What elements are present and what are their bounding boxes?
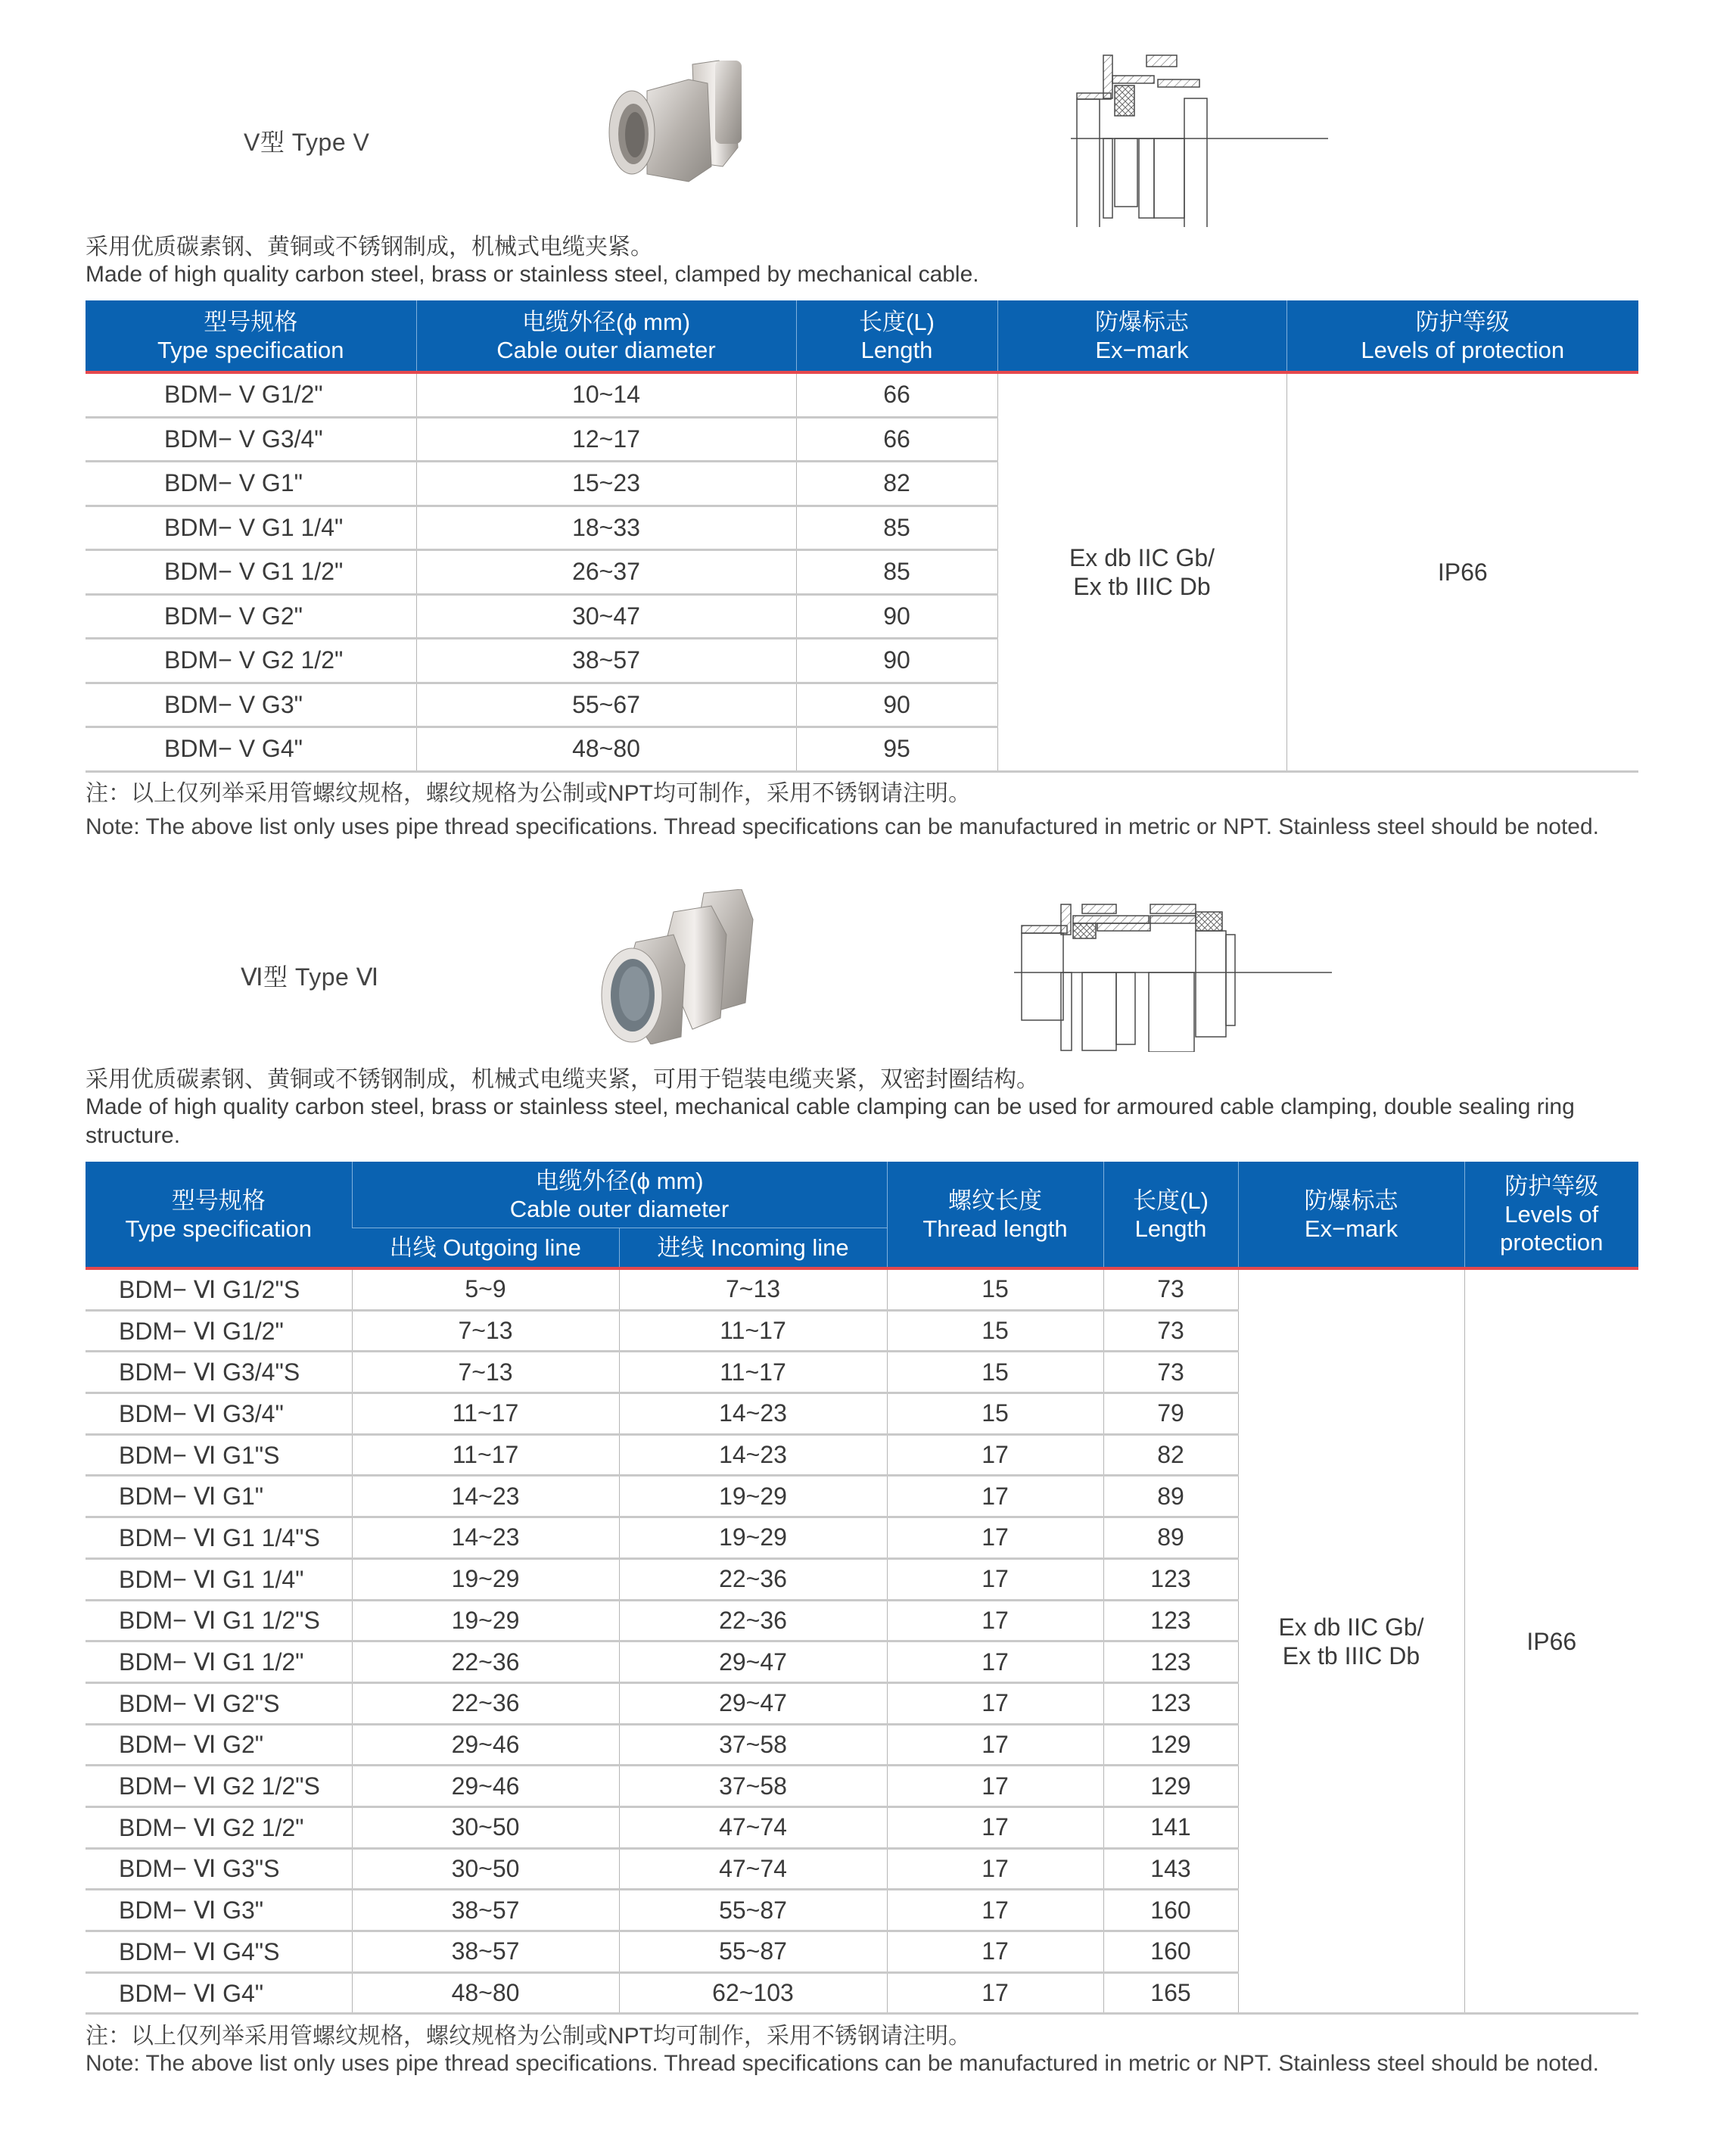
header-thread-length — [887, 1162, 1103, 1268]
type-v-description-en: Made of high quality carbon steel, brass or stainless steel, clamped by mechanical cable. — [86, 262, 979, 287]
header-en: Length — [1134, 1215, 1207, 1242]
cell-model: BDM− Ⅵ G1/2"S — [86, 1268, 352, 1310]
cell-model: BDM− Ⅵ G3" — [86, 1890, 352, 1931]
cell-diameter: 55~67 — [416, 683, 796, 727]
cell-diameter: 30~47 — [416, 594, 796, 639]
header-en: Cable outer diameter — [509, 1195, 730, 1222]
cell-model: BDM− V G3/4" — [86, 417, 416, 462]
cell-thread-length: 17 — [887, 1931, 1103, 1973]
cell-diameter: 38~57 — [416, 639, 796, 683]
header-en: protection — [1500, 1229, 1604, 1256]
cell-outgoing: 38~57 — [352, 1890, 619, 1931]
cell-model: BDM− V G1" — [86, 462, 416, 506]
cell-model: BDM− V G4" — [86, 727, 416, 772]
cell-outgoing: 5~9 — [352, 1268, 619, 1310]
type-v-cross-section-drawing — [1071, 53, 1328, 227]
cell-thread-length: 15 — [887, 1268, 1103, 1310]
header-en: Ex−mark — [1304, 1215, 1398, 1242]
header-cn: 电缆外径(ϕ mm) — [521, 308, 691, 335]
ex-mark-line2: Ex tb IIIC Db — [1282, 1641, 1420, 1669]
cell-model: BDM− Ⅵ G1"S — [86, 1434, 352, 1476]
ex-mark-line1: Ex db IIC Gb/ — [1278, 1613, 1424, 1641]
cell-incoming: 29~47 — [619, 1641, 887, 1683]
cell-incoming: 22~36 — [619, 1600, 887, 1641]
header-levels-of-protection — [1286, 300, 1638, 372]
cell-length: 89 — [1103, 1476, 1238, 1517]
cell-length: 90 — [796, 683, 997, 727]
cell-thread-length: 17 — [887, 1558, 1103, 1600]
type-vi-note-cn: 注：以上仅列举采用管螺纹规格，螺纹规格为公制或NPT均可制作，采用不锈钢请注明。 — [86, 2024, 971, 2049]
cell-outgoing: 22~36 — [352, 1682, 619, 1724]
cell-model: BDM− Ⅵ G3"S — [86, 1848, 352, 1890]
cell-length: 90 — [796, 594, 997, 639]
cell-model: BDM− V G2" — [86, 594, 416, 639]
cell-length: 85 — [796, 506, 997, 550]
cell-length: 90 — [796, 639, 997, 683]
cell-length: 73 — [1103, 1352, 1238, 1393]
cell-outgoing: 30~50 — [352, 1848, 619, 1890]
cell-model: BDM− V G3" — [86, 683, 416, 727]
cell-thread-length: 17 — [887, 1682, 1103, 1724]
cell-outgoing: 19~29 — [352, 1558, 619, 1600]
header-ex-mark — [997, 300, 1286, 372]
type-v-note-en: Note: The above list only uses pipe thread specifications. Thread specifications can be manufactured in metric or NPT. Stainless steel should be noted. — [86, 814, 1599, 839]
cell-thread-length: 17 — [887, 1434, 1103, 1476]
header-en: Length — [860, 336, 933, 363]
cell-model: BDM− V G1 1/2" — [86, 550, 416, 595]
cell-length: 82 — [796, 462, 997, 506]
cell-thread-length: 17 — [887, 1476, 1103, 1517]
cell-protection: IP66 — [1464, 1268, 1638, 2014]
type-vi-note-en: Note: The above list only uses pipe thread specifications. Thread specifications can be manufactured in metric or NPT. Stainless steel should be noted. — [86, 2051, 1599, 2076]
cell-thread-length: 17 — [887, 1848, 1103, 1890]
header-levels-of-protection — [1464, 1162, 1638, 1268]
header-cn: 型号规格 — [171, 1187, 266, 1214]
type-v-description-cn: 采用优质碳素钢、黄铜或不锈钢制成，机械式电缆夹紧。 — [86, 235, 653, 260]
cell-incoming: 14~23 — [619, 1434, 887, 1476]
cell-model: BDM− Ⅵ G1/2" — [86, 1310, 352, 1352]
header-length — [1103, 1162, 1238, 1268]
cell-outgoing: 7~13 — [352, 1352, 619, 1393]
type-vi-cross-section-drawing — [1014, 901, 1332, 1052]
cell-diameter: 12~17 — [416, 417, 796, 462]
cell-length: 66 — [796, 417, 997, 462]
cell-model: BDM− Ⅵ G2" — [86, 1724, 352, 1766]
cell-outgoing: 14~23 — [352, 1517, 619, 1559]
table-row — [86, 1268, 1638, 1310]
cell-model: BDM− Ⅵ G2"S — [86, 1682, 352, 1724]
cell-thread-length: 17 — [887, 1724, 1103, 1766]
header-cn: 长度(L) — [1133, 1187, 1209, 1214]
cell-outgoing: 7~13 — [352, 1310, 619, 1352]
cell-outgoing: 30~50 — [352, 1806, 619, 1848]
header-type-specification — [86, 300, 416, 372]
cell-thread-length: 17 — [887, 1517, 1103, 1559]
header-en: Cable outer diameter — [496, 336, 716, 363]
header-cable-outer-diameter — [416, 300, 796, 372]
cell-incoming: 37~58 — [619, 1724, 887, 1766]
cell-diameter: 15~23 — [416, 462, 796, 506]
cable-gland-type-v-photo — [602, 34, 753, 193]
type-v-label: V型 Type V — [244, 129, 370, 156]
cell-length: 82 — [1103, 1434, 1238, 1476]
cell-diameter: 18~33 — [416, 506, 796, 550]
header-en: Thread length — [922, 1215, 1068, 1242]
header-ex-mark — [1238, 1162, 1464, 1268]
cell-ex-mark — [1238, 1268, 1464, 2014]
cell-model: BDM− V G2 1/2" — [86, 639, 416, 683]
header-cn: 长度(L) — [859, 308, 935, 335]
cell-model: BDM− Ⅵ G1 1/4"S — [86, 1517, 352, 1559]
cell-thread-length: 15 — [887, 1393, 1103, 1435]
cell-incoming: 37~58 — [619, 1766, 887, 1807]
header-cn: 防爆标志 — [1304, 1187, 1398, 1214]
cell-length: 141 — [1103, 1806, 1238, 1848]
cable-gland-type-vi-photo — [590, 889, 772, 1044]
cell-length: 123 — [1103, 1558, 1238, 1600]
cell-incoming: 62~103 — [619, 1972, 887, 2014]
cell-diameter: 48~80 — [416, 727, 796, 772]
header-type-specification — [86, 1162, 352, 1268]
header-cn: 防护等级 — [1504, 1173, 1599, 1200]
cell-diameter: 26~37 — [416, 550, 796, 595]
cell-incoming: 7~13 — [619, 1268, 887, 1310]
type-v-spec-table — [86, 300, 1638, 773]
cell-protection: IP66 — [1286, 372, 1638, 771]
cell-incoming: 19~29 — [619, 1517, 887, 1559]
cell-incoming: 55~87 — [619, 1931, 887, 1973]
cell-outgoing: 48~80 — [352, 1972, 619, 2014]
cell-incoming: 14~23 — [619, 1393, 887, 1435]
cell-model: BDM− Ⅵ G2 1/2" — [86, 1806, 352, 1848]
cell-outgoing: 14~23 — [352, 1476, 619, 1517]
cell-incoming: 55~87 — [619, 1890, 887, 1931]
cell-outgoing: 19~29 — [352, 1600, 619, 1641]
cell-length: 129 — [1103, 1724, 1238, 1766]
cell-length: 73 — [1103, 1268, 1238, 1310]
cell-thread-length: 17 — [887, 1600, 1103, 1641]
cell-length: 85 — [796, 550, 997, 595]
cell-length: 73 — [1103, 1310, 1238, 1352]
cell-outgoing: 29~46 — [352, 1766, 619, 1807]
cell-model: BDM− Ⅵ G1 1/2"S — [86, 1600, 352, 1641]
header-outgoing-line: 出线 Outgoing line — [352, 1228, 619, 1268]
header-cn: 电缆外径(ϕ mm) — [535, 1167, 704, 1194]
header-en: Type specification — [125, 1215, 312, 1242]
ex-mark-line2: Ex tb IIIC Db — [1073, 572, 1211, 600]
cell-incoming: 47~74 — [619, 1848, 887, 1890]
cell-thread-length: 17 — [887, 1766, 1103, 1807]
cell-length: 123 — [1103, 1682, 1238, 1724]
cell-incoming: 11~17 — [619, 1310, 887, 1352]
type-v-note-cn: 注：以上仅列举采用管螺纹规格，螺纹规格为公制或NPT均可制作，采用不锈钢请注明。 — [86, 781, 971, 806]
cell-model: BDM− Ⅵ G1 1/2" — [86, 1641, 352, 1683]
table-row — [86, 372, 1638, 417]
cell-ex-mark — [997, 372, 1286, 771]
cell-length: 123 — [1103, 1600, 1238, 1641]
cell-length: 129 — [1103, 1766, 1238, 1807]
cell-incoming: 29~47 — [619, 1682, 887, 1724]
header-cn: 型号规格 — [204, 308, 298, 335]
cell-length: 160 — [1103, 1890, 1238, 1931]
cell-model: BDM− Ⅵ G2 1/2"S — [86, 1766, 352, 1807]
cell-outgoing: 22~36 — [352, 1641, 619, 1683]
cell-model: BDM− V G1 1/4" — [86, 506, 416, 550]
cell-model: BDM− Ⅵ G4" — [86, 1972, 352, 2014]
cell-thread-length: 17 — [887, 1641, 1103, 1683]
header-length — [796, 300, 997, 372]
header-en: Levels of protection — [1361, 336, 1565, 363]
header-incoming-line: 进线 Incoming line — [619, 1228, 887, 1268]
cell-length: 123 — [1103, 1641, 1238, 1683]
header-en: Ex−mark — [1095, 336, 1189, 363]
header-cn: 防爆标志 — [1095, 308, 1189, 335]
cell-incoming: 19~29 — [619, 1476, 887, 1517]
cell-thread-length: 15 — [887, 1352, 1103, 1393]
cell-length: 160 — [1103, 1931, 1238, 1973]
cell-outgoing: 11~17 — [352, 1434, 619, 1476]
cell-model: BDM− Ⅵ G1 1/4" — [86, 1558, 352, 1600]
type-vi-description-cn: 采用优质碳素钢、黄铜或不锈钢制成，机械式电缆夹紧，可用于铠装电缆夹紧，双密封圈结构。 — [86, 1067, 1039, 1092]
cell-thread-length: 17 — [887, 1972, 1103, 2014]
cell-model: BDM− Ⅵ G1" — [86, 1476, 352, 1517]
cell-thread-length: 17 — [887, 1890, 1103, 1931]
cell-thread-length: 15 — [887, 1310, 1103, 1352]
header-en: Levels of — [1504, 1201, 1599, 1228]
cell-length: 165 — [1103, 1972, 1238, 2014]
header-cable-outer-diameter — [352, 1162, 887, 1228]
cell-outgoing: 29~46 — [352, 1724, 619, 1766]
type-vi-spec-table — [86, 1162, 1638, 2015]
cell-incoming: 11~17 — [619, 1352, 887, 1393]
cell-diameter: 10~14 — [416, 372, 796, 417]
cell-outgoing: 38~57 — [352, 1931, 619, 1973]
cell-length: 79 — [1103, 1393, 1238, 1435]
header-cn: 防护等级 — [1415, 308, 1510, 335]
cell-model: BDM− Ⅵ G3/4" — [86, 1393, 352, 1435]
cell-thread-length: 17 — [887, 1806, 1103, 1848]
type-vi-label: Ⅵ型 Type Ⅵ — [241, 963, 379, 991]
ex-mark-line1: Ex db IIC Gb/ — [1069, 543, 1215, 571]
header-en: Type specification — [157, 336, 344, 363]
cell-incoming: 22~36 — [619, 1558, 887, 1600]
cell-outgoing: 11~17 — [352, 1393, 619, 1435]
cell-length: 89 — [1103, 1517, 1238, 1559]
cell-length: 95 — [796, 727, 997, 772]
header-cn: 螺纹长度 — [948, 1187, 1042, 1214]
cell-length: 66 — [796, 372, 997, 417]
cell-length: 143 — [1103, 1848, 1238, 1890]
cell-model: BDM− Ⅵ G4"S — [86, 1931, 352, 1973]
type-vi-description-en: Made of high quality carbon steel, brass or stainless steel, mechanical cable clamping can be used for armoured cable clamping, double sealing ring structure. — [86, 1094, 1575, 1148]
cell-model: BDM− Ⅵ G3/4"S — [86, 1352, 352, 1393]
cell-model: BDM− V G1/2" — [86, 372, 416, 417]
cell-incoming: 47~74 — [619, 1806, 887, 1848]
